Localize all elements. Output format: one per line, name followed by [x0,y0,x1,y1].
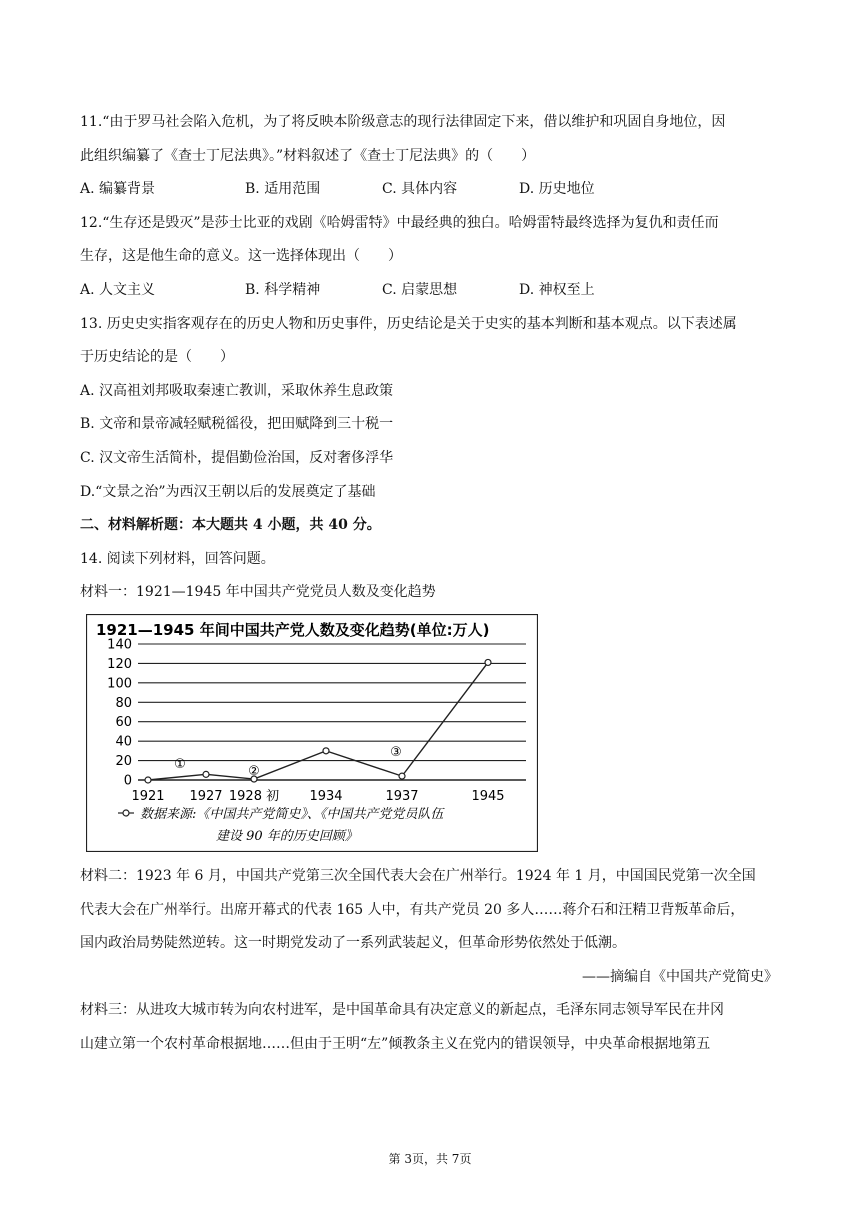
chart-source-line2: 建设 90 年的历史回顾》 [216,829,358,844]
q14-intro: 14. 阅读下列材料，回答问题。 [80,551,275,567]
material2-source: ——摘编自《中国共产党简史》 [582,969,778,985]
q11-option-c[interactable]: C. 具体内容 [382,181,458,197]
data-point [145,777,151,783]
q13-stem-line2: 于历史结论的是（ ） [80,349,234,365]
data-point [485,659,491,665]
q12-option-c[interactable]: C. 启蒙思想 [382,282,458,298]
material3-line2: 山建立第一个农村革命根据地……但由于王明“左”倾教条主义在党内的错误领导，中央革命根据地第五 [80,1036,711,1052]
y-tick-label: 100 [107,676,132,692]
q13-option-a[interactable]: A. 汉高祖刘邦吸取秦速亡教训，采取休养生息政策 [80,383,394,399]
x-tick-label: 1945 [471,789,505,804]
q12-stem-line1: 12.“生存还是毁灭”是莎士比亚的戏剧《哈姆雷特》中最经典的独白。哈姆雷特最终选择为复仇和责任而 [80,215,719,231]
annotation-marker: ② [248,764,260,779]
y-tick-label: 120 [107,656,132,672]
annotation-marker: ① [174,757,186,772]
y-tick-label: 40 [115,734,132,750]
y-tick-label: 140 [107,637,132,653]
q11-options [80,179,780,199]
data-point [399,773,405,779]
chart-title: 1921—1945 年间中国共产党人数及变化趋势(单位:万人) [96,621,490,639]
q12-option-d[interactable]: D. 神权至上 [519,282,595,298]
x-tick-label: 1934 [309,789,343,804]
q11-option-d[interactable]: D. 历史地位 [519,181,595,197]
party-membership-chart [86,614,538,852]
x-tick-label: 1921 [131,789,165,804]
section-heading: 二、材料解析题：本大题共 4 小题，共 40 分。 [80,517,381,533]
q12-options [80,280,780,300]
x-tick-label: 1928 初 [228,789,280,804]
data-point [323,748,329,754]
q13-option-b[interactable]: B. 文帝和景帝减轻赋税徭役，把田赋降到三十税一 [80,416,394,432]
q12-option-b[interactable]: B. 科学精神 [245,282,321,298]
y-tick-label: 0 [123,773,132,789]
q12-stem-line2: 生存，这是他生命的意义。这一选择体现出（ ） [80,248,402,264]
y-tick-label: 20 [115,754,132,770]
x-tick-label: 1927 [189,789,223,804]
y-tick-label: 80 [115,695,132,711]
chart-source-line1: 数据来源:《中国共产党简史》、《中国共产党党员队伍 [140,807,444,822]
q11-option-b[interactable]: B. 适用范围 [245,181,321,197]
q13-stem-line1: 13. 历史史实指客观存在的历史人物和历史事件，历史结论是关于史实的基本判断和基本观点。以下表述属 [80,316,737,332]
material2-line2: 代表大会在广州举行。出席开幕式的代表 165 人中，有共产党员 20 多人……蒋介石和汪精卫背叛革命后， [80,902,745,918]
q11-option-a[interactable]: A. 编纂背景 [80,181,156,197]
material3-line1: 材料三：从进攻大城市转为向农村进军，是中国革命具有决定意义的新起点，毛泽东同志领导军民在井冈 [80,1002,724,1018]
q11-stem-line2: 此组织编纂了《查士丁尼法典》。”材料叙述了《查士丁尼法典》的（ ） [80,148,536,164]
q11-stem-line1: 11.“由于罗马社会陷入危机，为了将反映本阶级意志的现行法律固定下来，借以维护和巩固自身地位，因 [80,114,726,130]
material2-line3: 国内政治局势陡然逆转。这一时期党发动了一系列武装起义，但革命形势依然处于低潮。 [80,935,626,951]
q13-option-c[interactable]: C. 汉文帝生活简朴，提倡勤俭治国，反对奢侈浮华 [80,450,394,466]
q13-option-d[interactable]: D.“文景之治”为西汉王朝以后的发展奠定了基础 [80,484,376,500]
annotation-marker: ③ [390,745,402,760]
source-legend-marker [123,810,129,816]
x-tick-label: 1937 [385,789,419,804]
material2-line1: 材料二：1923 年 6 月，中国共产党第三次全国代表大会在广州举行。1924 年 1 月，中国国民党第一次全国 [80,868,756,884]
y-tick-label: 60 [115,715,132,731]
material1-label: 材料一：1921—1945 年中国共产党党员人数及变化趋势 [80,584,436,600]
page-footer: 第 3页，共 7页 [388,1152,472,1166]
q12-option-a[interactable]: A. 人文主义 [80,282,156,298]
data-point [203,771,209,777]
